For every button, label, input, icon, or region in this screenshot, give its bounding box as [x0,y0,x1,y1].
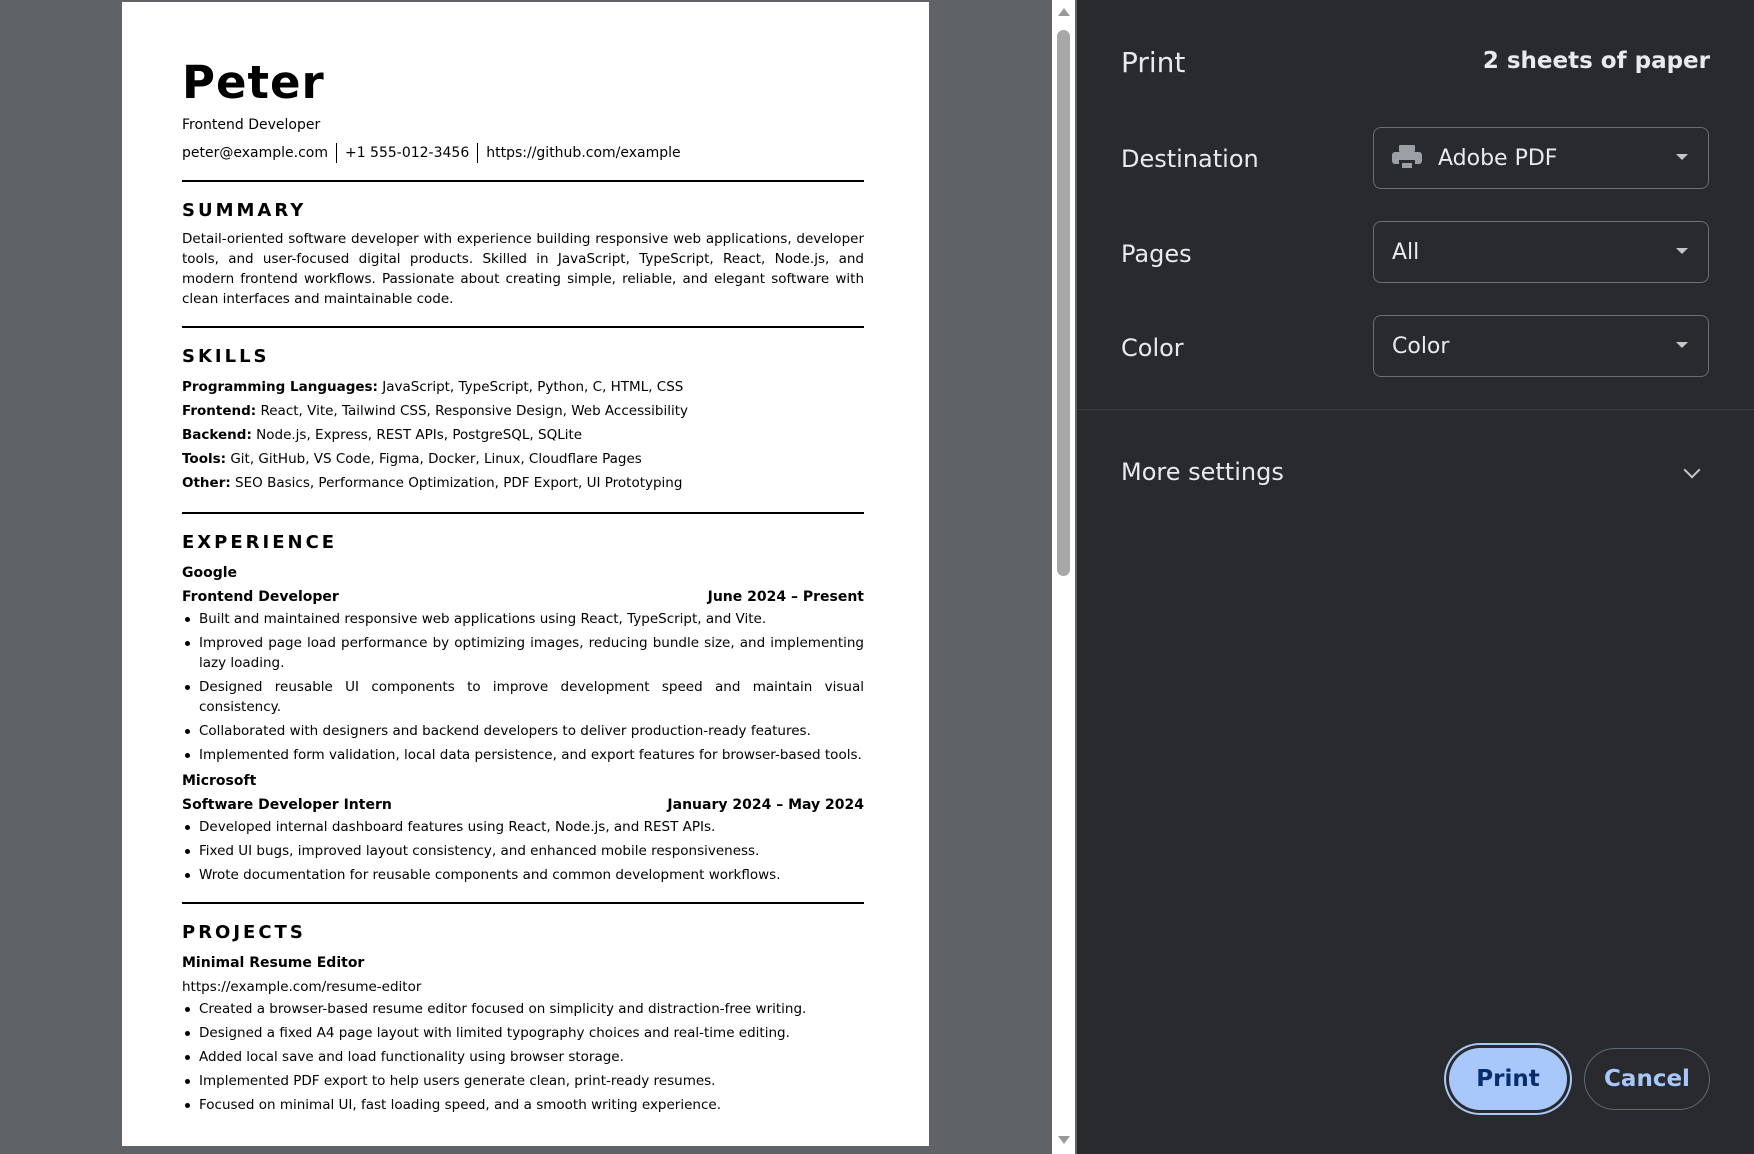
contact-github: https://github.com/example [486,145,681,161]
bullet-item: Added local save and load functionality using browser storage. [182,1047,864,1067]
skill-label: Tools: [182,451,227,467]
panel-divider [1077,409,1754,410]
skill-value: Node.js, Express, REST APIs, PostgreSQL, SQLite [251,427,583,443]
skill-value: SEO Basics, Performance Optimization, PDF Export, UI Prototyping [230,475,683,491]
skill-value: React, Vite, Tailwind CSS, Responsive Design, Web Accessibility [256,403,688,419]
skills-heading: SKILLS [182,346,270,367]
panel-title: Print [1121,46,1186,79]
skill-row [182,423,864,447]
scroll-up-icon[interactable] [1058,8,1070,16]
contact-phone: +1 555-012-3456 [344,145,470,161]
section-divider [182,180,864,182]
dropdown-caret-icon [1676,154,1688,160]
section-divider [182,902,864,904]
skill-row [182,471,864,495]
experience-heading: EXPERIENCE [182,532,338,553]
destination-select[interactable] [1373,127,1709,189]
bullet-item: Implemented PDF export to help users generate clean, print-ready resumes. [182,1071,864,1091]
dropdown-caret-icon [1676,342,1688,348]
job-bullets [182,609,864,765]
bullet-item: Designed reusable UI components to improve development speed and maintain visual consistency. [182,677,864,717]
experience-list [182,561,864,885]
more-settings-toggle[interactable]: More settings [1121,458,1284,486]
project-name: Minimal Resume Editor [182,955,365,971]
pages-select[interactable] [1373,221,1709,283]
contact-separator [336,143,337,163]
destination-value: Adobe PDF [1438,145,1558,171]
skills-list [182,375,864,495]
skill-label: Frontend: [182,403,257,419]
job-dates: June 2024 – Present [707,589,864,605]
contact-email: peter@example.com [182,145,328,161]
bullet-item: Collaborated with designers and backend developers to deliver production-ready features. [182,721,864,741]
cancel-button[interactable]: Cancel [1584,1048,1710,1110]
scrollbar-thumb[interactable] [1057,30,1070,576]
resume-page [122,2,929,1146]
bullet-item: Built and maintained responsive web applications using React, TypeScript, and Vite. [182,609,864,629]
projects-heading: PROJECTS [182,922,306,943]
resume-name: Peter [182,56,325,109]
skill-value: JavaScript, TypeScript, Python, C, HTML, CSS [377,379,684,395]
skill-row [182,399,864,423]
pages-value: All [1392,239,1420,265]
print-button[interactable]: Print [1449,1048,1567,1110]
color-label: Color [1121,334,1184,362]
company-name: Microsoft [182,773,257,789]
job-dates: January 2024 – May 2024 [667,797,864,813]
section-divider [182,326,864,328]
section-divider [182,512,864,514]
bullet-item: Designed a fixed A4 page layout with limited typography choices and real-time editing. [182,1023,864,1043]
project-url: https://example.com/resume-editor [182,979,422,995]
summary-text: Detail-oriented software developer with experience building responsive web applications, developer tools, and user-focused digital products. Skilled in JavaScript, TypeScript, React, Node.js, and modern frontend workflows. Passionate about creating simple, reliable, and elegant software with clean interfaces and maintainable code. [182,231,864,307]
resume-role: Frontend Developer [182,117,321,133]
skill-row [182,375,864,399]
job-title: Frontend Developer [182,589,339,605]
skill-label: Backend: [182,427,252,443]
pages-label: Pages [1121,240,1192,268]
job-bullets [182,817,864,885]
skill-label: Other: [182,475,231,491]
preview-scrollbar[interactable] [1052,0,1075,1154]
destination-label: Destination [1121,145,1259,173]
bullet-item: Created a browser-based resume editor focused on simplicity and distraction-free writing. [182,999,864,1019]
bullet-item: Implemented form validation, local data persistence, and export features for browser-based tools. [182,745,864,765]
skill-value: Git, GitHub, VS Code, Figma, Docker, Linux, Cloudflare Pages [226,451,642,467]
bullet-item: Developed internal dashboard features using React, Node.js, and REST APIs. [182,817,864,837]
sheet-count: 2 sheets of paper [1482,48,1710,74]
contact-separator [477,143,478,163]
contact-line [182,143,864,163]
color-value: Color [1392,333,1450,359]
skill-label: Programming Languages: [182,379,378,395]
company-name: Google [182,565,238,581]
bullet-item: Focused on minimal UI, fast loading speed, and a smooth writing experience. [182,1095,864,1115]
printer-icon [1392,145,1422,171]
job-title-row [182,585,864,609]
bullet-item: Improved page load performance by optimizing images, reducing bundle size, and implementing lazy loading. [182,633,864,673]
scroll-down-icon[interactable] [1058,1136,1070,1144]
color-select[interactable] [1373,315,1709,377]
project-bullets [182,999,864,1115]
dropdown-caret-icon [1676,248,1688,254]
summary-heading: SUMMARY [182,200,307,221]
print-settings-panel [1077,0,1754,1154]
skill-row [182,447,864,471]
job-title: Software Developer Intern [182,797,392,813]
bullet-item: Fixed UI bugs, improved layout consistency, and enhanced mobile responsiveness. [182,841,864,861]
projects-list [182,951,864,1115]
chevron-down-icon[interactable] [1684,462,1701,479]
job-title-row [182,793,864,817]
bullet-item: Wrote documentation for reusable components and common development workflows. [182,865,864,885]
